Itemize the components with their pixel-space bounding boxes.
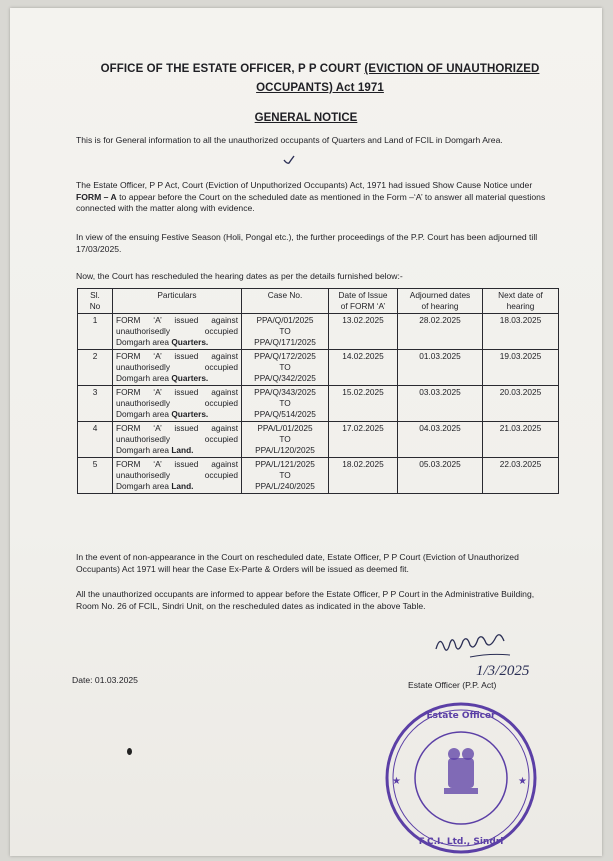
- show-cause-text-a: The Estate Officer, P P Act, Court (Eviction of Unputhorized Occupants) Act, 1971 had issued Show Cause Notice under: [76, 180, 533, 190]
- show-cause-form-a: FORM – A: [76, 191, 117, 202]
- handwritten-signature: [430, 621, 550, 681]
- row-particulars: [113, 386, 242, 422]
- row-case-to: PPA/Q/342/2025: [254, 373, 316, 383]
- signature-date: 1/3/2025: [476, 663, 530, 679]
- row-case-to-word: TO: [279, 434, 291, 444]
- notice-paragraph-rescheduled: Now, the Court has rescheduled the hearing dates as per the details furnished below:-: [76, 271, 403, 281]
- row-issue-date: 18.02.2025: [329, 458, 398, 494]
- office-title-line2: [70, 82, 570, 94]
- row-next-date: 21.03.2025: [483, 422, 559, 458]
- row-particulars-type: Land.: [171, 481, 194, 491]
- row-adjourned-date: 04.03.2025: [398, 422, 483, 458]
- header-date-of-issue: [329, 289, 398, 314]
- header-adjourned-line1: Adjourned dates: [409, 290, 471, 300]
- ink-tick-mark: [282, 154, 296, 166]
- notice-paragraph-appear: All the unauthorized occupants are informed to appear before the Estate Officer, P P Court in the Administrative Building, Room No. 26 of FCIL, Sindri Unit, on the rescheduled dates as indicated in the above Table.: [76, 589, 535, 611]
- signatory-designation: Estate Officer (P.P. Act): [408, 680, 497, 690]
- header-particulars: Particulars: [113, 289, 242, 314]
- row-particulars-type: Quarters.: [171, 409, 209, 419]
- row-case-from: PPA/L/01/2025: [257, 423, 313, 433]
- row-issue-date: 13.02.2025: [329, 314, 398, 350]
- header-sl-text: Sl.: [90, 290, 100, 300]
- row-particulars: [113, 422, 242, 458]
- table-row: [78, 458, 559, 494]
- row-case-to-word: TO: [279, 470, 291, 480]
- row-case-range: [242, 314, 329, 350]
- row-issue-date: 14.02.2025: [329, 350, 398, 386]
- row-case-to: PPA/L/240/2025: [255, 481, 315, 491]
- svg-text:F.C.I. Ltd., Sindri: F.C.I. Ltd., Sindri: [418, 837, 504, 847]
- row-adjourned-date: 05.03.2025: [398, 458, 483, 494]
- row-sl: 5: [78, 458, 113, 494]
- show-cause-text-b: to appear before the Court on the scheduled date as mentioned in the Form –‘A’ to answer all material questions connected with the matter along with evidence.: [76, 191, 546, 213]
- notice-paragraph-ex-parte: In the event of non-appearance in the Court on rescheduled date, Estate Officer, P P Court (Eviction of Unauthorized Occupants) Act 1971 will hear the Case Ex-Parte & Orders will be issued as deemed fit.: [76, 552, 519, 574]
- header-sl-no: [78, 289, 113, 314]
- header-adjourned-line2: of hearing: [421, 301, 459, 311]
- header-case-no: Case No.: [242, 289, 329, 314]
- row-case-from: PPA/Q/172/2025: [254, 351, 316, 361]
- row-case-to-word: TO: [279, 398, 291, 408]
- header-next-line1: Next date of: [498, 290, 543, 300]
- row-case-from: PPA/L/121/2025: [255, 459, 315, 469]
- svg-text:★: ★: [518, 776, 527, 787]
- row-particulars-text: FORM ‘A’ issued against unauthorisedly occupied Domgarh area: [116, 423, 238, 455]
- row-particulars-type: Land.: [171, 445, 194, 455]
- table-row: [78, 386, 559, 422]
- row-particulars-text: FORM ‘A’ issued against unauthorisedly occupied Domgarh area: [116, 351, 238, 383]
- row-case-from: PPA/Q/343/2025: [254, 387, 316, 397]
- row-sl: 1: [78, 314, 113, 350]
- office-title-plain: OFFICE OF THE ESTATE OFFICER, P P COURT: [100, 63, 365, 75]
- row-particulars-type: Quarters.: [171, 373, 209, 383]
- row-next-date: 19.03.2025: [483, 350, 559, 386]
- row-case-to: PPA/L/120/2025: [255, 445, 315, 455]
- row-adjourned-date: 03.03.2025: [398, 386, 483, 422]
- office-title-line1: [70, 63, 570, 75]
- general-notice-heading: GENERAL NOTICE: [254, 112, 358, 124]
- row-adjourned-date: 28.02.2025: [398, 314, 483, 350]
- header-next-line2: hearing: [506, 301, 535, 311]
- table-row: [78, 422, 559, 458]
- row-issue-date: 17.02.2025: [329, 422, 398, 458]
- row-case-range: [242, 350, 329, 386]
- row-next-date: 22.03.2025: [483, 458, 559, 494]
- row-adjourned-date: 01.03.2025: [398, 350, 483, 386]
- ink-dot: [127, 748, 132, 755]
- header-issue-line1: Date of Issue: [338, 290, 388, 300]
- hearing-schedule-table: [77, 288, 559, 494]
- row-particulars-type: Quarters.: [171, 337, 209, 347]
- row-particulars-text: FORM ‘A’ issued against unauthorisedly occupied Domgarh area: [116, 459, 238, 491]
- header-no-text: No: [89, 301, 101, 311]
- notice-date: Date: 01.03.2025: [72, 675, 138, 685]
- row-next-date: 18.03.2025: [483, 314, 559, 350]
- row-case-from: PPA/Q/01/2025: [256, 315, 314, 325]
- row-particulars: [113, 458, 242, 494]
- header-adjourned-dates: [398, 289, 483, 314]
- notice-page: [10, 8, 602, 856]
- row-particulars: [113, 350, 242, 386]
- row-particulars-text: FORM ‘A’ issued against unauthorisedly occupied Domgarh area: [116, 315, 238, 347]
- notice-paragraph-intro: This is for General information to all the unauthorized occupants of Quarters and Land of FCIL in Domgarh Area.: [76, 135, 503, 145]
- svg-text:Estate Officer: Estate Officer: [426, 711, 496, 721]
- notice-paragraph-adjourned: In view of the ensuing Festive Season (Holi, Pongal etc.), the further proceedings of the P.P. Court has been adjourned till 17/03/2025.: [76, 232, 538, 254]
- header-next-date: [483, 289, 559, 314]
- table-header-row: [78, 289, 559, 314]
- row-particulars-text: FORM ‘A’ issued against unauthorisedly occupied Domgarh area: [116, 387, 238, 419]
- row-sl: 3: [78, 386, 113, 422]
- row-sl: 2: [78, 350, 113, 386]
- row-case-to-word: TO: [279, 362, 291, 372]
- row-next-date: 20.03.2025: [483, 386, 559, 422]
- table-row: [78, 350, 559, 386]
- notice-paragraph-show-cause: [76, 180, 554, 215]
- row-particulars: [113, 314, 242, 350]
- office-title-act: OCCUPANTS) Act 1971: [256, 82, 384, 94]
- row-case-to: PPA/Q/514/2025: [254, 409, 316, 419]
- row-case-to: PPA/Q/171/2025: [254, 337, 316, 347]
- row-case-range: [242, 422, 329, 458]
- office-title-underlined: (EVICTION OF UNAUTHORIZED: [364, 63, 540, 75]
- row-sl: 4: [78, 422, 113, 458]
- official-seal-stamp: [382, 698, 540, 858]
- table-row: [78, 314, 559, 350]
- row-case-to-word: TO: [279, 326, 291, 336]
- row-case-range: [242, 386, 329, 422]
- row-case-range: [242, 458, 329, 494]
- header-issue-line2: of FORM ‘A’: [340, 301, 386, 311]
- row-issue-date: 15.02.2025: [329, 386, 398, 422]
- svg-text:★: ★: [392, 776, 401, 787]
